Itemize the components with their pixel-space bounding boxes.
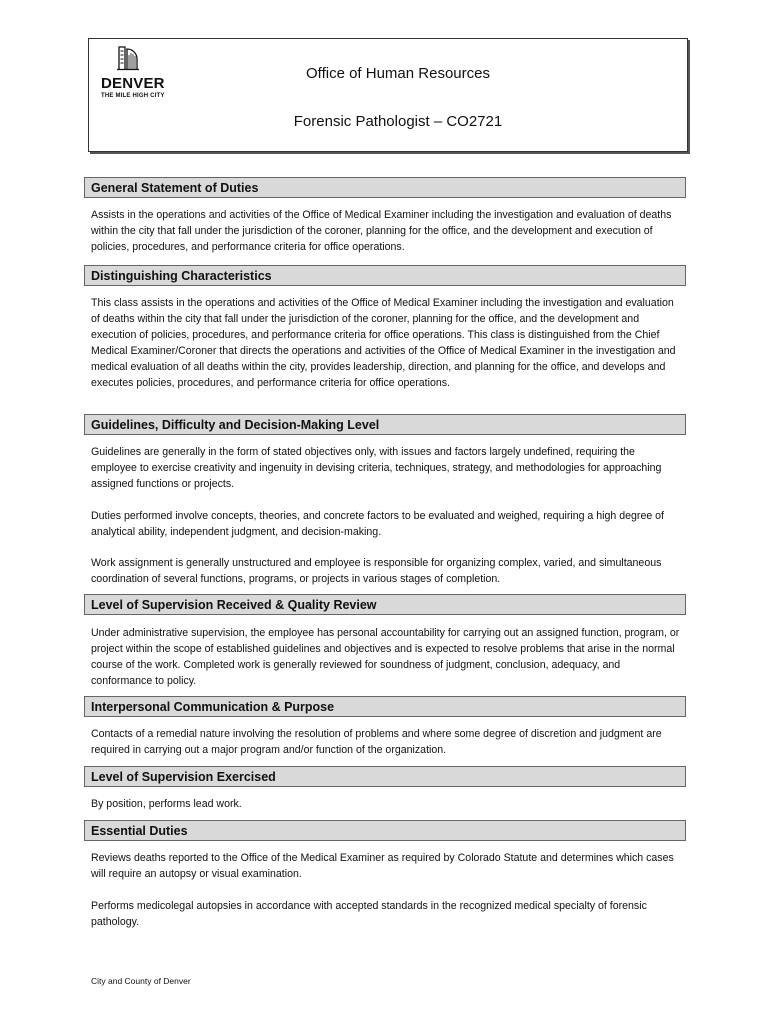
essential-paragraph-1: Reviews deaths reported to the Office of the Medical Examiner as required by Colorado Statute and determines which cases will require an autopsy or visual examination.: [91, 852, 674, 880]
supervision-exercised-paragraph: By position, performs lead work.: [91, 798, 242, 810]
guidelines-paragraph-1: Guidelines are generally in the form of stated objectives only, with issues and factors largely undefined, requiring the employee to exercise creativity and ingenuity in devising criteria, techniques, strategy, and methodologies for approaching assigned functions or projects.: [91, 446, 662, 490]
page-footer: City and County of Denver: [91, 976, 191, 986]
job-title: Forensic Pathologist – CO2721: [293, 113, 503, 130]
section-heading-distinguishing: Distinguishing Characteristics: [84, 265, 686, 286]
guidelines-paragraph-2: Duties performed involve concepts, theories, and concrete factors to be evaluated and weighed, requiring a high degree of analytical ability, independent judgment, and decision-making.: [91, 510, 665, 538]
office-title: Office of Human Resources: [306, 65, 490, 82]
section-heading-supervision-exercised: Level of Supervision Exercised: [84, 766, 686, 787]
logo-tagline: THE MILE HIGH CITY: [101, 93, 165, 99]
section-heading-interpersonal: Interpersonal Communication & Purpose: [84, 696, 686, 717]
essential-paragraph-2: Performs medicolegal autopsies in accordance with accepted standards in the recognized medical specialty of forensic pathology.: [91, 900, 647, 928]
logo-wordmark: DENVER: [101, 75, 165, 92]
document-header: [88, 38, 688, 152]
guidelines-paragraph-3: Work assignment is generally unstructured and employee is responsible for organizing complex, varied, and simultaneous coordination of several functions, programs, or projects in various stages of completion.: [91, 557, 662, 585]
supervision-received-paragraph: Under administrative supervision, the employee has personal accountability for carrying out an assigned function, program, or project within the scope of established guidelines and objectives and is expected to resolve problems that arise in the normal course of the work. Completed work is generally reviewed for soundness of judgment, conclusion, adequacy, and conformance to policy.: [91, 627, 680, 687]
section-heading-general: General Statement of Duties: [84, 177, 686, 198]
distinguishing-paragraph: This class assists in the operations and activities of the Office of Medical Examiner including the investigation and evaluation of deaths within the city that fall under the jurisdiction of the coroner, planning for the office, and the development and execution of policies, procedures, and performance criteria for office operations. This class is distinguished from the Chief Medical Examiner/Coroner that directs the operations and activities of the Office of Medical Examiner in the investigation and medical evaluation of all deaths within the city, provides leadership, direction, and planning for the office, and develops and executes policies, procedures, and performance criteria for office operations.: [91, 297, 676, 389]
section-heading-guidelines: Guidelines, Difficulty and Decision-Making Level: [84, 414, 686, 435]
section-heading-supervision-received: Level of Supervision Received & Quality Review: [84, 594, 686, 615]
section-heading-essential: Essential Duties: [84, 820, 686, 841]
general-paragraph: Assists in the operations and activities of the Office of Medical Examiner including the investigation and evaluation of deaths within the city that fall under the jurisdiction of the coroner, planning for the office, and the development and execution of policies, procedures, and performance criteria for office operations.: [91, 209, 672, 253]
interpersonal-paragraph: Contacts of a remedial nature involving the resolution of problems and where some degree of discretion and judgment are required in carrying out a major program and/or function of the organization.: [91, 728, 662, 756]
